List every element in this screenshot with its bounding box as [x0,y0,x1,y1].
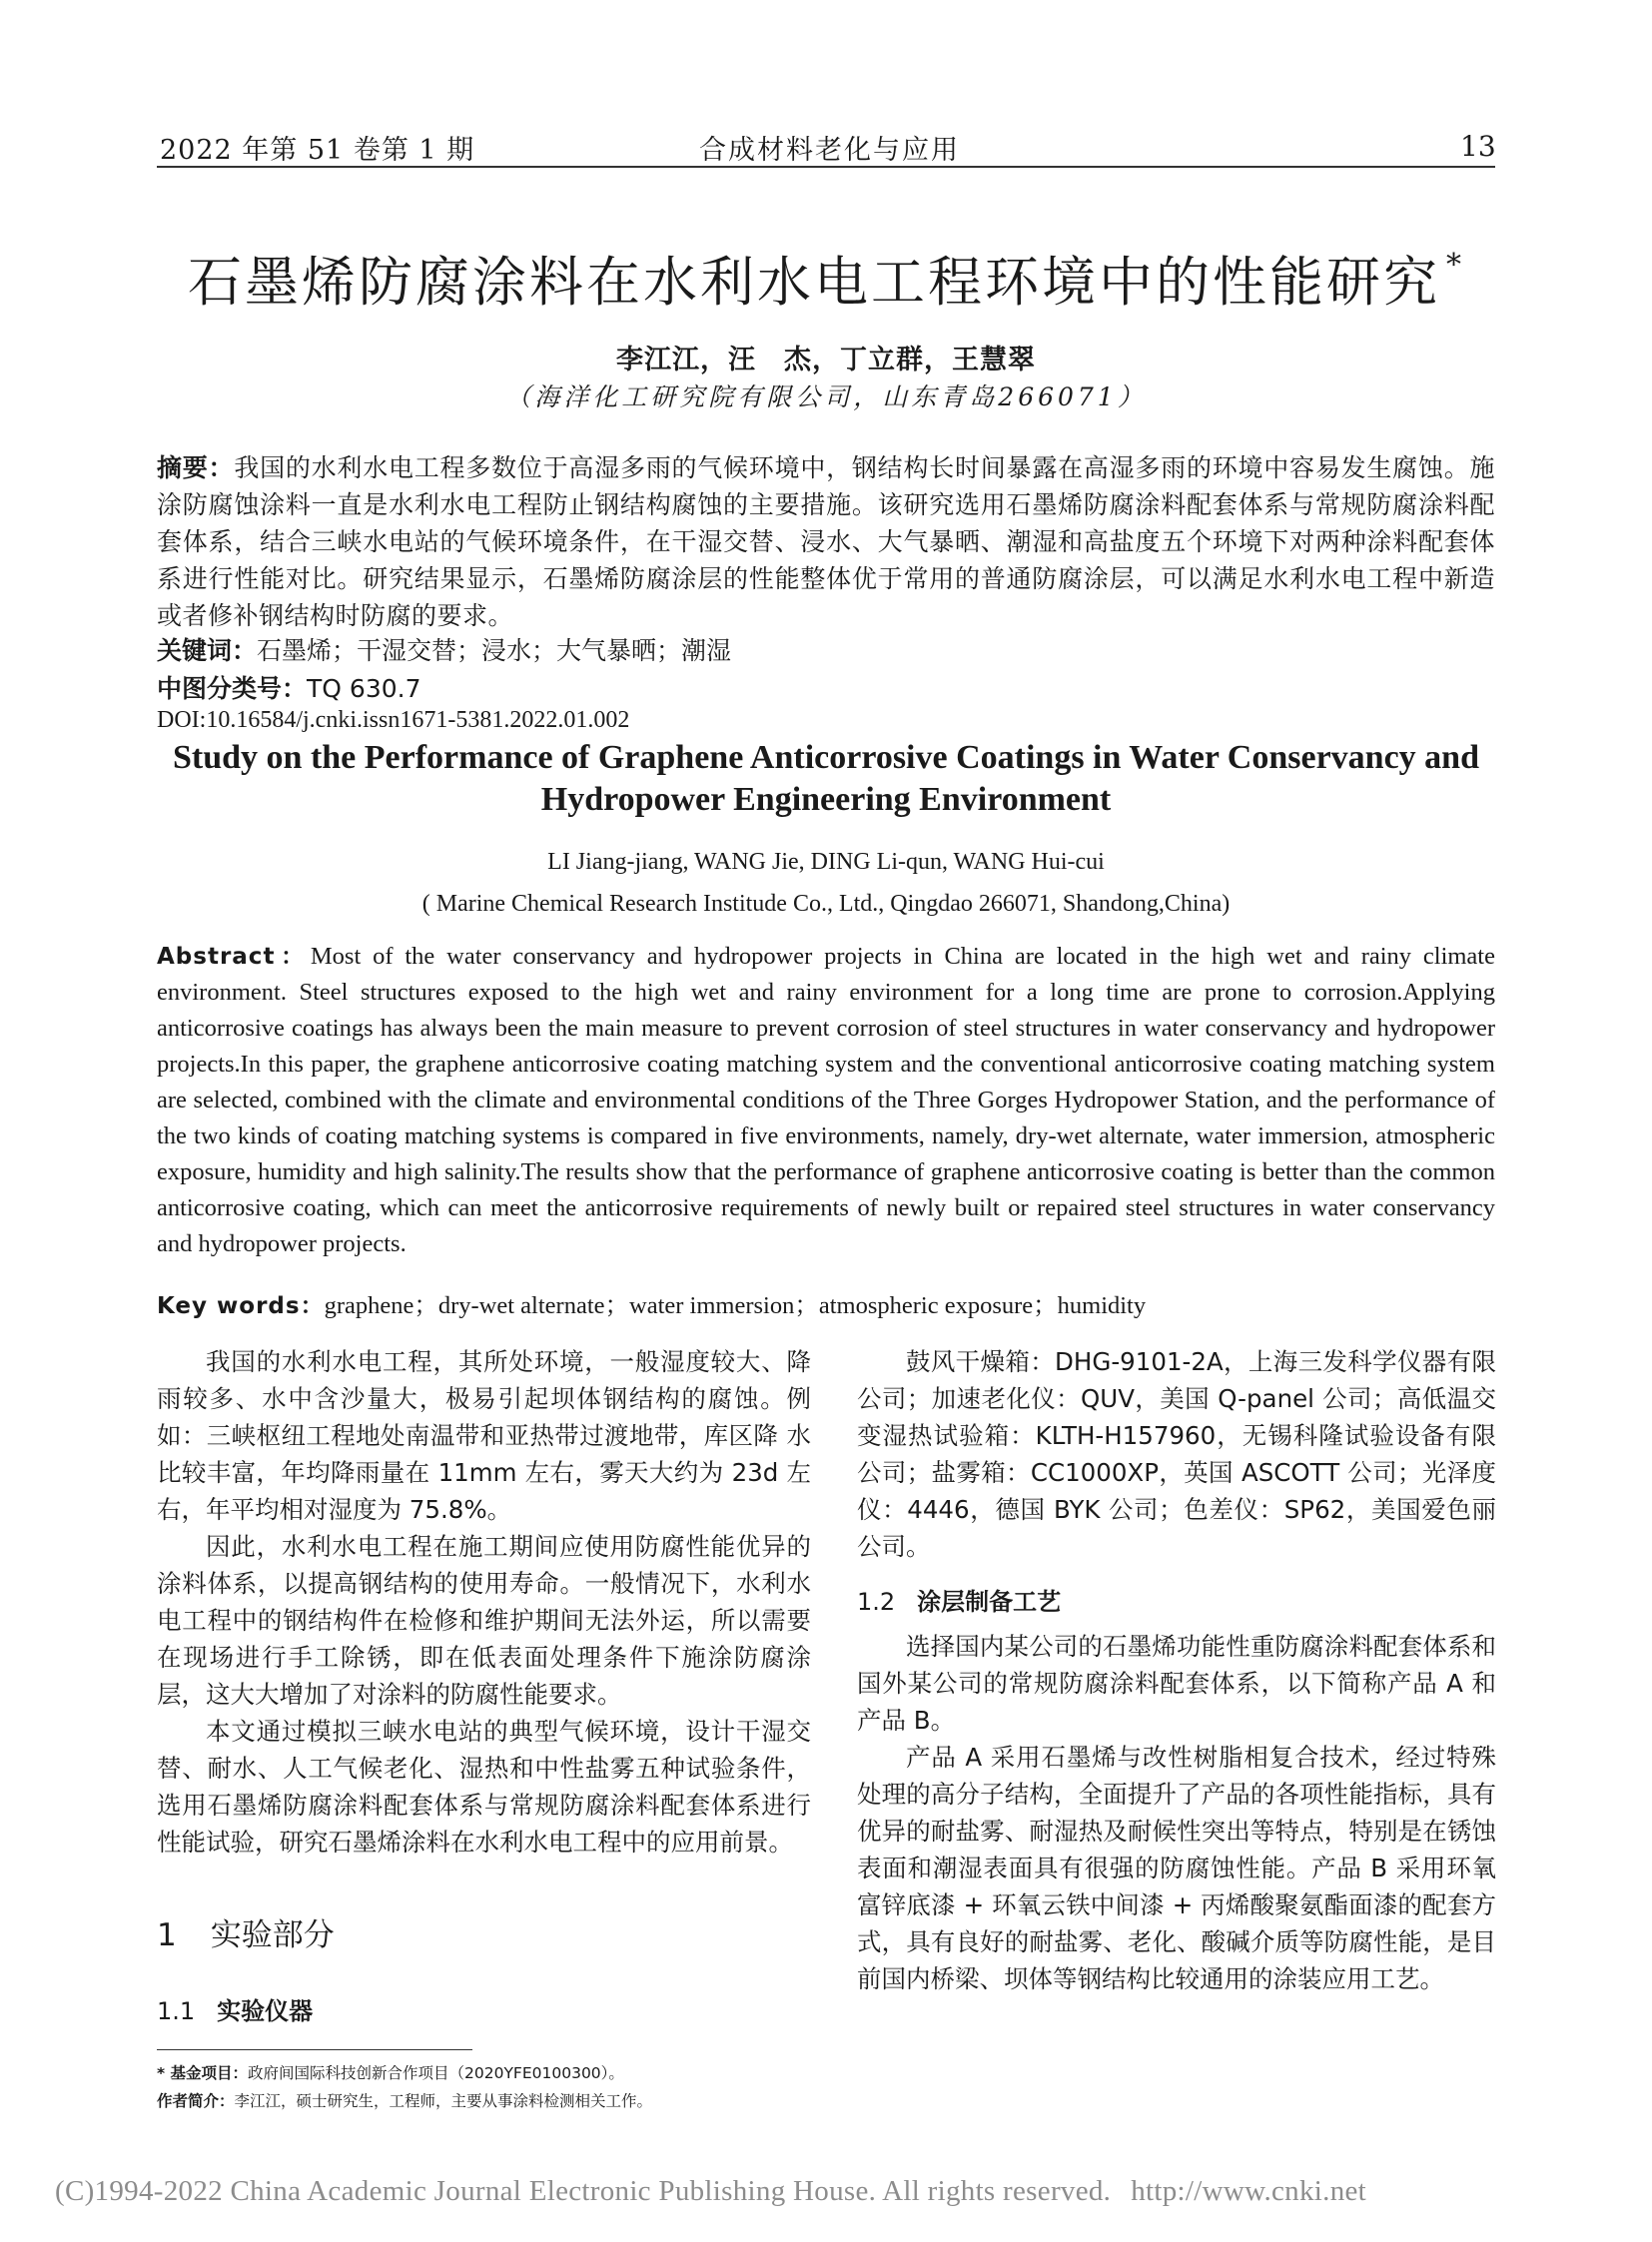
english-abstract-label: Abstract： [157,944,311,970]
body-left-column [157,1343,811,1861]
footnote-fund-label: * 基金项目： [157,2064,249,2082]
footnote-fund-text: 政府间国际科技创新合作项目（2020YFE0100300）。 [248,2064,624,2082]
english-affiliation: ( Marine Chemical Research Institude Co., Ltd., Qingdao 266071, Shandong,China) [421,891,1231,917]
footnote-fund [157,2061,624,2083]
chinese-abstract [157,449,1495,634]
subsection-number: 1.2 [857,1588,896,1616]
chinese-keywords-label: 关键词： [157,636,258,665]
subsection-heading-1-2 [857,1582,1061,1617]
classification-number [157,669,420,705]
subsection-title: 实验仪器 [217,1997,314,2025]
chinese-affiliation: （海洋化工研究院有限公司，山东青岛266071） [505,382,1147,411]
body-paragraph: 本文通过模拟三峡水电站的典型气候环境，设计干湿交替、耐水、人工气候老化、湿热和中性盐雾五种试验条件，选用石墨烯防腐涂料配套体系与常规防腐涂料配套体系进行性能试验，研究石墨烯涂料在水利水电工程中的应用前景。 [157,1717,811,1857]
header-issue: 2022 年第 51 卷第 1 期 [160,135,475,166]
doi: DOI:10.16584/j.cnki.issn1671-5381.2022.01.002 [157,707,630,733]
chinese-keywords [157,631,731,667]
section-heading-1 [157,1909,335,1954]
english-keywords-text: graphene；dry-wet alternate；water immersion；atmospheric exposure；humidity [324,1292,1147,1319]
title-footnote-mark: * [1446,248,1464,283]
chinese-title [0,240,1652,317]
footnote-author [157,2089,652,2111]
footnote-rule [157,2049,472,2050]
chinese-authors: 李江江，汪 杰，丁立群，王慧翠 [616,345,1036,375]
body-paragraph: 选择国内某公司的石墨烯功能性重防腐涂料配套体系和国外某公司的常规防腐涂料配套体系，以下简称产品 A 和产品 B。 [857,1632,1496,1735]
body-paragraph: 鼓风干燥箱：DHG-9101-2A，上海三发科学仪器有限公司；加速老化仪：QUV，美国 Q-panel 公司；高低温交变湿热试验箱：KLTH-H157960，无锡科隆试验设备有限公司；盐雾箱：CC1000XP，英国 ASCOTT 公司；光泽度仪：4446，德国 BYK 公司；色差仪：SP62，美国爱色丽公司。 [857,1347,1496,1561]
chinese-keywords-text: 石墨烯；干湿交替；浸水；大气暴晒；潮湿 [257,636,732,665]
section-title: 实验部分 [210,1917,335,1953]
copyright-url[interactable]: http://www.cnki.net [1131,2175,1367,2207]
body-right-column [857,1628,1496,1997]
classification-label: 中图分类号： [157,674,308,703]
subsection-number: 1.1 [157,1997,196,2025]
body-paragraph: 因此，水利水电工程在施工期间应使用防腐性能优异的涂料体系，以提高钢结构的使用寿命。一般情况下，水利水电工程中的钢结构件在检修和维护期间无法外运，所以需要在现场进行手工除锈，即在低表面处理条件下施涂防腐涂层，这大大增加了对涂料的防腐性能要求。 [157,1532,811,1709]
section-number: 1 [157,1917,177,1953]
body-paragraph: 我国的水利水电工程，其所处环境，一般湿度较大、降雨较多、水中含沙量大，极易引起坝体钢结构的腐蚀。例如：三峡枢纽工程地处南温带和亚热带过渡地带，库区降 水比较丰富，年均降雨量在 11mm 左右，雾天大约为 23d 左右，年平均相对湿度为 75.8%。 [157,1347,811,1524]
english-keywords-label: Key words： [157,1293,325,1319]
english-abstract [157,939,1495,1262]
header-journal-name: 合成材料老化与应用 [699,135,960,166]
header-rule [157,166,1495,168]
copyright-line [55,2175,1366,2208]
footnote-author-text: 李江江，硕士研究生，工程师，主要从事涂料检测相关工作。 [234,2092,653,2110]
copyright-text: (C)1994-2022 China Academic Journal Electronic Publishing House. All rights reserved. [55,2175,1112,2207]
header-page-number: 13 [1460,130,1496,163]
english-title: Study on the Performance of Graphene Anticorrosive Coatings in Water Conservancy and Hydropower Engineering Environment [172,739,1480,818]
classification-value: TQ 630.7 [307,674,421,703]
chinese-title-text: 石墨烯防腐涂料在水利水电工程环境中的性能研究 [188,251,1440,314]
english-authors: LI Jiang-jiang, WANG Jie, DING Li-qun, WANG Hui-cui [547,849,1105,875]
english-keywords [157,1286,1146,1321]
body-right-column-top [857,1343,1496,1565]
footnote-author-label: 作者简介： [157,2092,235,2110]
subsection-title: 涂层制备工艺 [917,1588,1062,1616]
body-paragraph: 产品 A 采用石墨烯与改性树脂相复合技术，经过特殊处理的高分子结构，全面提升了产品的各项性能指标，具有优异的耐盐雾、耐湿热及耐候性突出等特点，特别是在锈蚀表面和潮湿表面具有很强的防腐蚀性能。产品 B 采用环氧富锌底漆 + 环氧云铁中间漆 + 丙烯酸聚氨酯面漆的配套方式，具有良好的耐盐雾、老化、酸碱介质等防腐性能，是目前国内桥梁、坝体等钢结构比较通用的涂装应用工艺。 [857,1743,1496,1993]
subsection-heading-1-1 [157,1991,313,2026]
english-abstract-text: Most of the water conservancy and hydropower projects in China are located in the high wet and rainy climate environment. Steel structures exposed to the high wet and rainy environment for a long time are prone to corrosion.Applying anticorrosive coatings has always been the main measure to prevent corrosion of steel structures in water conservancy and hydropower projects.In this paper, the graphene anticorrosive coating matching system and the conventional anticorrosive coating matching system are selected, combined with the climate and environmental conditions of the Three Gorges Hydropower Station, and the performance of the two kinds of coating matching systems is compared in five environments, namely, dry-wet alternate, water immersion, atmospheric exposure, humidity and high salinity.The results show that the performance of graphene anticorrosive coating is better than the common anticorrosive coating, which can meet the anticorrosive requirements of newly built or repaired steel structures in water conservancy and hydropower projects. [157,943,1495,1257]
chinese-abstract-text: 我国的水利水电工程多数位于高湿多雨的气候环境中，钢结构长时间暴露在高湿多雨的环境中容易发生腐蚀。施涂防腐蚀涂料一直是水利水电工程防止钢结构腐蚀的主要措施。该研究选用石墨烯防腐涂料配套体系与常规防腐涂料配套体系，结合三峡水电站的气候环境条件，在干湿交替、浸水、大气暴晒、潮湿和高盐度五个环境下对两种涂料配套体系进行性能对比。研究结果显示，石墨烯防腐涂层的性能整体优于常用的普通防腐涂层，可以满足水利水电工程中新造或者修补钢结构时防腐的要求。 [157,453,1495,630]
chinese-abstract-label: 摘要： [157,453,235,482]
